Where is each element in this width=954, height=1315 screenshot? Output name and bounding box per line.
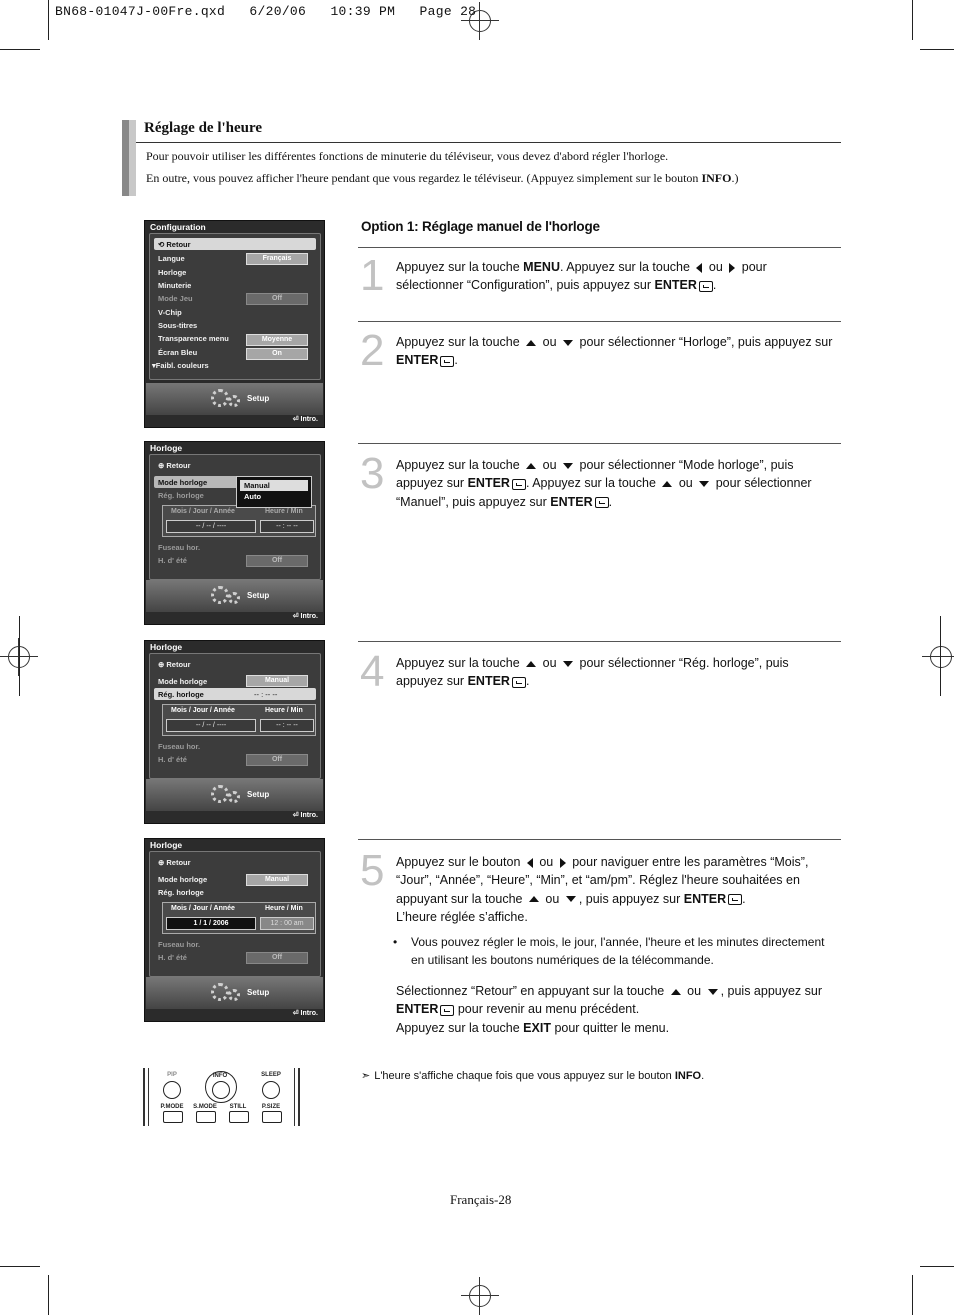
tv-screen-horloge-set	[144, 838, 325, 1022]
menu-item-fuseau[interactable]: Fuseau hor.	[158, 940, 201, 949]
crop-mark	[912, 0, 913, 40]
info-note: ➣ L'heure s'affiche chaque fois que vous appuyez sur le bouton INFO.	[361, 1070, 705, 1082]
step-5-text: Appuyez sur le bouton ou pour naviguer entre les paramètres “Mois”, “Jour”, “Année”, “Heure”, “Min”, et “am/pm”. Réglez l'heure souhaitées en appuyant sur la touche ou , puis appuyez sur ENTER . L’heure réglée s’affiche.	[396, 855, 809, 924]
sleep-button[interactable]	[262, 1081, 280, 1099]
menu-item-ete[interactable]: H. d' été	[158, 556, 187, 565]
menu-item-minuterie[interactable]: Minuterie	[158, 281, 192, 290]
enter-icon	[728, 894, 742, 905]
tv-screen-horloge-reg	[144, 640, 325, 824]
left-arrow-icon	[696, 263, 702, 273]
step-3-text: Appuyez sur la touche ou pour sélectionner “Mode horloge”, puis appuyez sur ENTER . Appuyez sur la touche ou pour sélectionner “Manuel”, puis appuyez sur ENTER .	[396, 458, 812, 509]
menu-item-reg-horloge[interactable]: Rég. horloge	[158, 888, 204, 897]
step-divider	[358, 321, 841, 322]
intro-label: ⏎ Intro.	[292, 1010, 318, 1017]
step-number: 4	[360, 647, 385, 696]
intro-label: ⏎ Intro.	[292, 416, 318, 423]
step-4-text: Appuyez sur la touche ou pour sélectionner “Rég. horloge”, puis appuyez sur ENTER .	[396, 656, 789, 689]
menu-item-horloge[interactable]: Horloge	[158, 268, 187, 277]
value-langue: Français	[246, 253, 308, 265]
smode-button[interactable]	[196, 1111, 216, 1123]
crop-mark	[0, 1266, 40, 1267]
menu-item-retour[interactable]: ⊕ Retour	[158, 858, 191, 867]
setup-label: Setup	[247, 591, 270, 600]
smode-label: S.MODE	[193, 1104, 217, 1110]
down-arrow-icon	[699, 481, 709, 487]
gear-icon	[228, 592, 240, 604]
right-arrow-icon	[729, 263, 735, 273]
info-button[interactable]	[212, 1081, 230, 1099]
value-transparence: Moyenne	[246, 334, 308, 346]
section-title: Réglage de l'heure	[144, 120, 263, 136]
crop-mark	[912, 1275, 913, 1315]
crop-mark	[48, 1275, 49, 1315]
still-label: STILL	[229, 1104, 247, 1110]
mode-dropdown[interactable]	[236, 476, 312, 508]
crop-mark	[0, 49, 40, 50]
time-label: Heure / Min	[265, 707, 303, 714]
setup-label: Setup	[247, 790, 270, 799]
screen-title: Horloge	[150, 443, 183, 453]
right-arrow-icon	[560, 858, 566, 868]
gear-icon	[211, 586, 229, 604]
reg-horloge-value: -- : -- --	[254, 690, 278, 699]
time-label: Heure / Min	[265, 508, 303, 515]
bullet-note: • Vous pouvez régler le mois, le jour, l'année, l'heure et les minutes directement en utilisant les boutons numériques de la télécommande.	[393, 935, 825, 967]
option-auto[interactable]: Auto	[244, 492, 262, 501]
up-arrow-icon	[526, 463, 536, 469]
step-divider	[358, 839, 841, 840]
down-arrow-icon	[563, 340, 573, 346]
date-time-box	[162, 704, 316, 736]
step-divider	[358, 443, 841, 444]
menu-item-sous-titres[interactable]: Sous-titres	[158, 321, 198, 330]
time-value: -- : -- --	[260, 719, 314, 732]
menu-item-ete[interactable]: H. d' été	[158, 755, 187, 764]
return-instructions: Sélectionnez “Retour” en appuyant sur la touche ou , puis appuyez sur ENTER pour revenir au menu précédent. Appuyez sur la touche EXIT pour quitter le menu.	[396, 984, 823, 1035]
psize-label: P.SIZE	[261, 1104, 281, 1110]
screen-title: Configuration	[150, 222, 206, 232]
intro-label: ⏎ Intro.	[292, 812, 318, 819]
psize-button[interactable]	[262, 1111, 282, 1123]
menu-item-transparence[interactable]: Transparence menu	[158, 334, 229, 343]
screen-footer	[146, 779, 323, 811]
value-mode: Manual	[246, 675, 308, 687]
time-value: -- : -- --	[260, 520, 314, 533]
menu-item-mode-horloge[interactable]: Mode horloge	[158, 478, 208, 487]
screen-footer	[146, 580, 323, 612]
gear-icon	[228, 395, 240, 407]
screen-title: Horloge	[150, 840, 183, 850]
sleep-label: SLEEP	[261, 1072, 281, 1078]
pip-button[interactable]	[163, 1081, 181, 1099]
option-title: Option 1: Réglage manuel de l'horloge	[361, 219, 600, 234]
step-1-text: Appuyez sur la touche MENU. Appuyez sur la touche ou pour sélectionner “Configuration”, puis appuyez sur ENTER .	[396, 260, 767, 293]
menu-item-mode-jeu[interactable]: Mode Jeu	[158, 294, 193, 303]
intro-paragraph-2: En outre, vous pouvez afficher l'heure pendant que vous regardez le téléviseur. (Appuyez simplement sur le bouton INFO.)	[146, 171, 739, 185]
menu-item-langue[interactable]: Langue	[158, 254, 185, 263]
remote-control-illustration	[143, 1068, 300, 1126]
down-arrow-icon	[563, 661, 573, 667]
value-mode-jeu: Off	[246, 293, 308, 305]
date-label: Mois / Jour / Année	[171, 905, 235, 912]
tv-screen-horloge-mode	[144, 441, 325, 625]
intro-paragraph-1: Pour pouvoir utiliser les différentes fonctions de minuterie du téléviseur, vous devez d'abord régler l'horloge.	[146, 149, 669, 163]
pmode-label: P.MODE	[160, 1104, 184, 1110]
up-arrow-icon	[526, 661, 536, 667]
menu-item-reg-horloge[interactable]: Rég. horloge	[158, 690, 204, 699]
step-number: 2	[360, 326, 385, 375]
enter-icon	[512, 677, 526, 688]
time-value[interactable]: 12 : 00 am	[260, 917, 314, 930]
value-ete: Off	[246, 555, 308, 567]
crop-mark	[19, 616, 20, 696]
date-label: Mois / Jour / Année	[171, 508, 235, 515]
menu-item-vchip[interactable]: V-Chip	[158, 308, 182, 317]
menu-item-retour[interactable]: ⊕ Retour	[158, 461, 191, 470]
enter-icon	[595, 497, 609, 508]
option-manual[interactable]: Manual	[240, 480, 308, 491]
enter-icon	[440, 356, 454, 367]
menu-item-retour[interactable]: ⊕ Retour	[158, 660, 191, 669]
menu-item-ecran-bleu[interactable]: Écran Bleu	[158, 348, 198, 357]
value-ete: Off	[246, 952, 308, 964]
screen-footer	[146, 977, 323, 1009]
section-bar	[129, 120, 136, 196]
crop-mark	[48, 0, 49, 40]
menu-item-reg-horloge[interactable]: Rég. horloge	[158, 491, 204, 500]
value-ecran-bleu: On	[246, 348, 308, 360]
date-value[interactable]: 1 / 1 / 2006	[166, 917, 256, 930]
down-arrow-icon	[566, 896, 576, 902]
enter-icon	[440, 1005, 454, 1016]
up-arrow-icon	[662, 481, 672, 487]
info-label: INFO	[212, 1073, 228, 1079]
crop-mark	[920, 49, 954, 50]
intro-label: ⏎ Intro.	[292, 613, 318, 620]
pip-label: PIP	[167, 1072, 177, 1078]
page-number: Français-28	[450, 1192, 512, 1207]
gear-icon	[211, 785, 229, 803]
menu-item-mode-horloge[interactable]: Mode horloge	[158, 677, 208, 686]
print-slug: BN68-01047J-00Fre.qxd 6/20/06 10:39 PM Page 28	[55, 4, 477, 19]
section-rule	[136, 142, 841, 143]
up-arrow-icon	[529, 896, 539, 902]
step-divider	[358, 641, 841, 642]
date-time-box	[162, 505, 316, 537]
tv-screen-configuration	[144, 220, 325, 428]
gear-icon	[228, 989, 240, 1001]
step-number: 3	[360, 449, 385, 498]
enter-icon	[512, 479, 526, 490]
crop-mark	[940, 616, 941, 696]
gear-icon	[228, 791, 240, 803]
gear-icon	[211, 983, 229, 1001]
left-arrow-icon	[527, 858, 533, 868]
registration-mark	[922, 638, 954, 676]
menu-item-fuseau[interactable]: Fuseau hor.	[158, 543, 201, 552]
step-number: 5	[360, 846, 385, 895]
step-divider	[358, 247, 841, 248]
date-time-box	[162, 902, 316, 934]
down-arrow-icon	[563, 463, 573, 469]
up-arrow-icon	[526, 340, 536, 346]
still-button[interactable]	[229, 1111, 249, 1123]
menu-item-mode-horloge[interactable]: Mode horloge	[158, 875, 208, 884]
screen-title: Horloge	[150, 642, 183, 652]
step-2-text: Appuyez sur la touche ou pour sélectionner “Horloge”, puis appuyez sur ENTER .	[396, 335, 833, 368]
registration-mark	[461, 1277, 499, 1315]
enter-icon	[699, 281, 713, 292]
setup-label: Setup	[247, 988, 270, 997]
down-arrow-icon	[708, 989, 718, 995]
setup-label: Setup	[247, 394, 270, 403]
menu-item-faibl-couleurs[interactable]: ▾Faibl. couleurs	[152, 361, 209, 370]
screen-footer	[146, 383, 323, 415]
value-mode: Manual	[246, 874, 308, 886]
value-ete: Off	[246, 754, 308, 766]
step-number: 1	[360, 251, 385, 300]
time-label: Heure / Min	[265, 905, 303, 912]
menu-item-retour[interactable]: ⟲ Retour	[158, 240, 191, 249]
up-arrow-icon	[671, 989, 681, 995]
date-value: -- / -- / ----	[166, 719, 256, 732]
date-value: -- / -- / ----	[166, 520, 256, 533]
date-label: Mois / Jour / Année	[171, 707, 235, 714]
crop-mark	[920, 1266, 954, 1267]
gear-icon	[211, 389, 229, 407]
pmode-button[interactable]	[163, 1111, 183, 1123]
section-bar	[122, 120, 129, 196]
menu-item-ete[interactable]: H. d' été	[158, 953, 187, 962]
menu-item-fuseau[interactable]: Fuseau hor.	[158, 742, 201, 751]
